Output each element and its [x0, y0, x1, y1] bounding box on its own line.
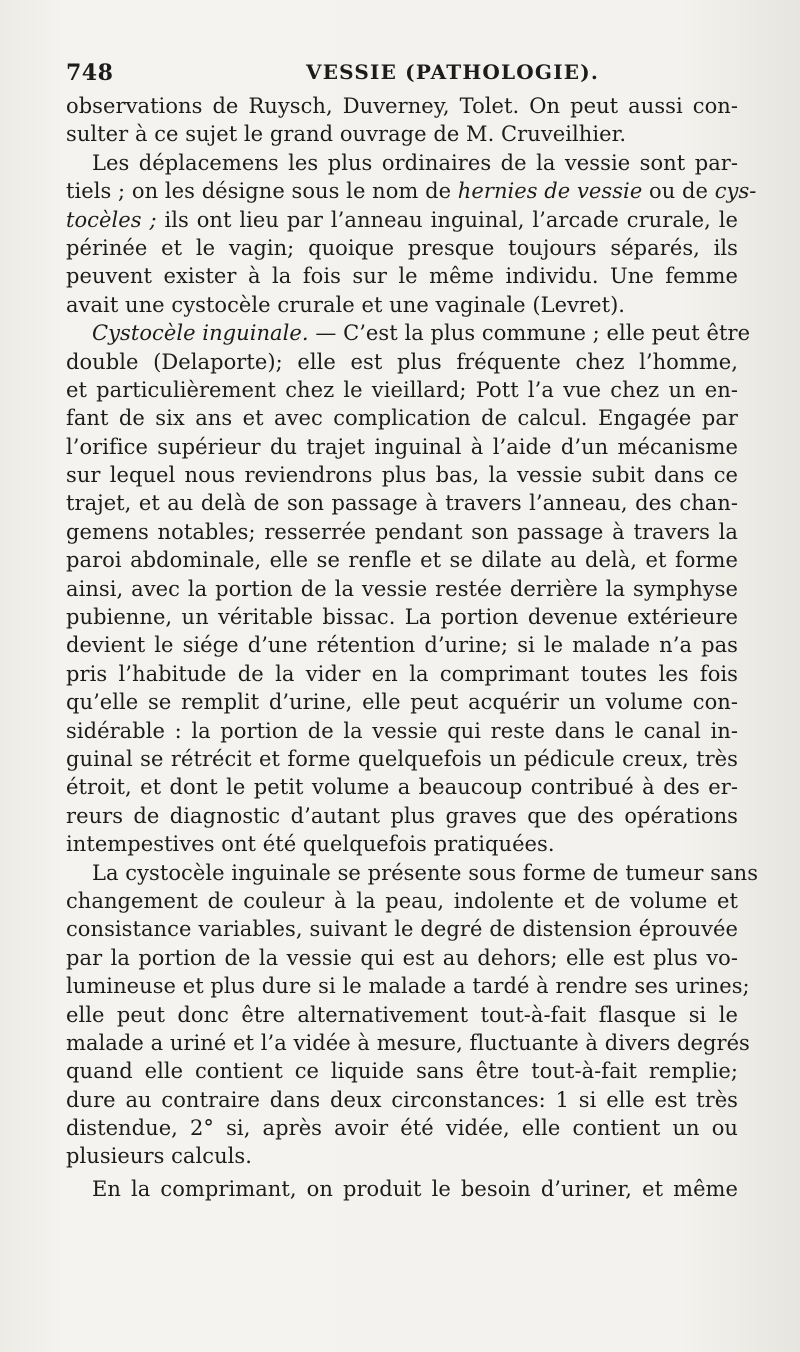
text-line: consistance variables, suivant le degré de distension éprouvée	[66, 917, 738, 942]
text-line: l’orifice supérieur du trajet inguinal à l’aide d’un mécanisme	[66, 434, 738, 459]
text-line: sidérable : la portion de la vessie qui reste dans le canal in-	[66, 718, 738, 743]
paragraph-start-line: En la comprimant, on produit le besoin d’uriner, et même	[92, 1176, 738, 1201]
text-line: reurs de diagnostic d’autant plus graves que des opérations	[66, 803, 738, 828]
text-line: quand elle contient ce liquide sans être tout-à-fait remplie;	[66, 1059, 738, 1084]
text-line: changement de couleur à la peau, indolente et de volume et	[66, 888, 738, 913]
text-line: étroit, et dont le petit volume a beaucoup contribué à des er-	[66, 775, 738, 800]
italic-term: hernies de vessie	[457, 179, 643, 204]
text-line: intempestives ont été quelquefois pratiquées.	[66, 832, 555, 857]
text-line: plusieurs calculs.	[66, 1144, 252, 1169]
paragraph-start-line: Les déplacemens les plus ordinaires de la vessie sont par-	[92, 150, 738, 175]
body-text	[66, 92, 759, 1203]
text-line: qu’elle se remplit d’urine, elle peut acquérir un volume con-	[66, 690, 738, 715]
text-line: pris l’habitude de la vider en la comprimant toutes les fois	[66, 661, 738, 686]
text-line: distendue, 2° si, après avoir été vidée, elle contient un ou	[66, 1116, 738, 1141]
text-line: double (Delaporte); elle est plus fréquente chez l’homme,	[66, 349, 738, 374]
page-number: 748	[66, 60, 114, 86]
text-line: sulter à ce sujet le grand ouvrage de M. Cruveilhier.	[66, 122, 627, 147]
text-line: sur lequel nous reviendrons plus bas, la vessie subit dans ce	[66, 463, 738, 488]
text-line: gemens notables; resserrée pendant son passage à travers la	[66, 519, 738, 544]
text-line: observations de Ruysch, Duverney, Tolet. On peut aussi con-	[66, 94, 738, 118]
text-line: fant de six ans et avec complication de calcul. Engagée par	[66, 406, 738, 431]
text-run: tiels ; on les désigne sous le nom de	[66, 179, 458, 204]
text-line	[66, 206, 738, 234]
text-run: ils ont lieu par l’anneau inguinal, l’arcade crurale, le	[156, 207, 738, 232]
text-line: par la portion de la vessie qui est au dehors; elle est plus vo-	[66, 945, 738, 970]
page-header	[66, 60, 740, 92]
italic-term: tocèles ;	[66, 207, 157, 232]
italic-term: cys-	[714, 179, 757, 204]
text-line: paroi abdominale, elle se renfle et se dilate au delà, et forme	[66, 548, 738, 573]
text-line: pubienne, un véritable bissac. La portion devenue extérieure	[66, 605, 738, 630]
text-line: ainsi, avec la portion de la vessie restée derrière la symphyse	[66, 576, 738, 601]
paragraph-start-line: La cystocèle inguinale se présente sous forme de tumeur sans	[92, 860, 759, 885]
text-line: trajet, et au delà de son passage à travers l’anneau, des chan-	[66, 491, 738, 516]
text-line: lumineuse et plus dure si le malade a tardé à rendre ses urines;	[66, 974, 750, 999]
paragraph-start-line	[66, 319, 751, 347]
running-head: VESSIE (PATHOLOGIE).	[306, 60, 600, 84]
text-line: avait une cystocèle crurale et une vaginale (Levret).	[66, 292, 626, 317]
text-line: et particulièrement chez le vieillard; Pott l’a vue chez un en-	[66, 377, 738, 402]
text-line: malade a uriné et l’a vidée à mesure, fluctuante à divers degrés	[66, 1030, 750, 1055]
text-line: périnée et le vagin; quoique presque toujours séparés, ils	[66, 235, 738, 260]
text-line: peuvent exister à la fois sur le même individu. Une femme	[66, 264, 738, 289]
text-run: ou de	[642, 179, 715, 204]
section-heading-italic: Cystocèle inguinale.	[92, 321, 309, 346]
text-run: — C’est la plus commune ; elle peut être	[308, 321, 751, 346]
text-line: dure au contraire dans deux circonstances: 1 si elle est très	[66, 1087, 738, 1112]
text-line: guinal se rétrécit et forme quelquefois un pédicule creux, très	[66, 746, 738, 771]
text-line: devient le siége d’une rétention d’urine; si le malade n’a pas	[66, 633, 738, 658]
text-line	[66, 177, 757, 205]
text-line: elle peut donc être alternativement tout-à-fait flasque si le	[66, 1002, 738, 1027]
